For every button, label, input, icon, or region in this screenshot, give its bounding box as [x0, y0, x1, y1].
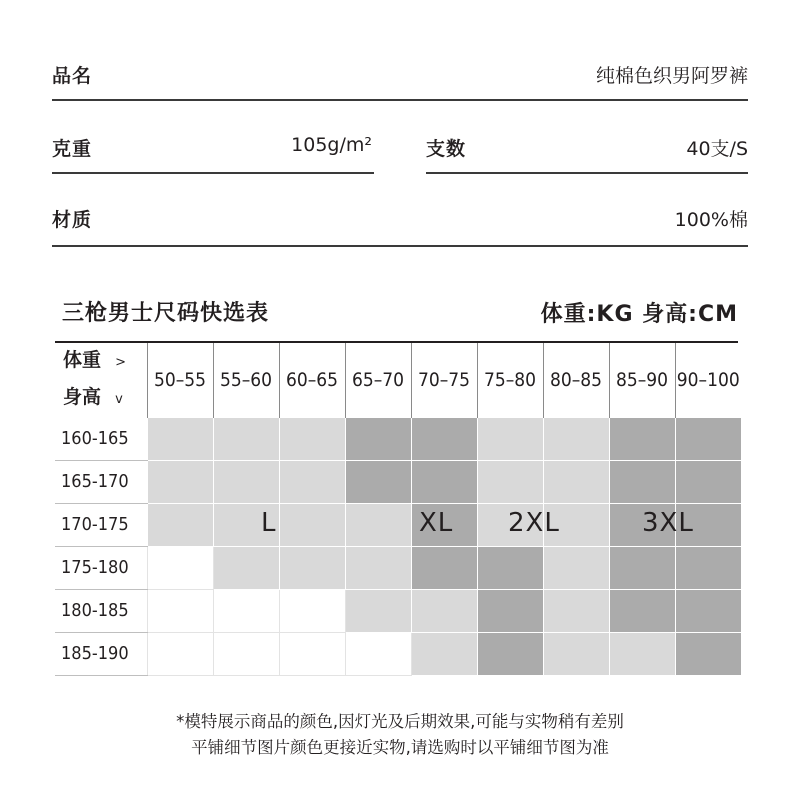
weight-range: 90–100 [675, 343, 741, 417]
corner-weight-label: 体重 [63, 349, 102, 371]
size-cell [345, 546, 411, 589]
table-row [55, 460, 741, 503]
size-cell [543, 417, 609, 460]
size-cell [213, 589, 279, 632]
size-cell [675, 417, 741, 460]
height-range: 170-175 [55, 503, 147, 546]
size-cell [279, 417, 345, 460]
size-cell [279, 632, 345, 675]
height-range: 180-185 [55, 589, 147, 632]
table-row [55, 546, 741, 589]
table-row [55, 417, 741, 460]
size-label-3xl: 3XL [642, 508, 694, 538]
size-label-xl: XL [419, 508, 454, 538]
product-name-value: 纯棉色织男阿罗裤 [595, 65, 748, 87]
size-cell [279, 503, 345, 546]
weight-range: 85–90 [609, 343, 675, 417]
size-cell [543, 460, 609, 503]
fabric-weight-value: 105g/m² [291, 134, 372, 156]
size-cell [477, 632, 543, 675]
size-cell [279, 460, 345, 503]
size-cell [609, 589, 675, 632]
fabric-weight-label: 克重 [52, 138, 93, 160]
height-range: 165-170 [55, 460, 147, 503]
height-range: 185-190 [55, 632, 147, 675]
weight-range: 55–60 [213, 343, 279, 417]
size-cell [345, 589, 411, 632]
size-cell [147, 460, 213, 503]
yarn-count-label: 支数 [426, 138, 467, 160]
size-cell [345, 460, 411, 503]
weight-range: 80–85 [543, 343, 609, 417]
size-cell [213, 460, 279, 503]
size-chart-table [55, 343, 742, 676]
size-cell [477, 417, 543, 460]
height-range: 175-180 [55, 546, 147, 589]
size-cell [543, 589, 609, 632]
size-cell [345, 417, 411, 460]
size-cell [279, 589, 345, 632]
size-cell [147, 417, 213, 460]
corner-height-label: 身高 [63, 386, 102, 408]
size-label-2xl: 2XL [508, 508, 560, 538]
size-cell [675, 546, 741, 589]
weight-range: 70–75 [411, 343, 477, 417]
weight-range: 65–70 [345, 343, 411, 417]
weight-header-row [55, 343, 741, 417]
table-row [55, 503, 741, 546]
down-arrow-icon: v [115, 392, 123, 407]
size-cell [411, 632, 477, 675]
size-cell [675, 589, 741, 632]
material-value: 100%棉 [674, 209, 748, 231]
size-cell [411, 546, 477, 589]
table-row [55, 632, 741, 675]
size-cell [609, 546, 675, 589]
size-cell [543, 546, 609, 589]
weight-range: 50–55 [147, 343, 213, 417]
divider [52, 172, 374, 174]
product-name-label: 品名 [52, 65, 93, 87]
size-cell [675, 460, 741, 503]
height-range: 160-165 [55, 417, 147, 460]
size-cell [609, 417, 675, 460]
weight-range: 60–65 [279, 343, 345, 417]
size-cell [477, 589, 543, 632]
size-cell [147, 632, 213, 675]
corner-cell [55, 343, 147, 417]
size-cell [213, 632, 279, 675]
size-cell [147, 546, 213, 589]
size-cell [609, 632, 675, 675]
size-cell [345, 632, 411, 675]
size-cell [213, 417, 279, 460]
disclaimer-line-1: *模特展示商品的颜色,因灯光及后期效果,可能与实物稍有差别 [176, 712, 624, 731]
yarn-count-value: 40支/S [686, 138, 748, 160]
size-cell [213, 546, 279, 589]
size-chart-title: 三枪男士尺码快选表 [62, 301, 270, 326]
table-row [55, 589, 741, 632]
size-chart-units: 体重:KG 身高:CM [540, 302, 738, 327]
divider [52, 245, 748, 247]
size-cell [411, 460, 477, 503]
size-cell [411, 417, 477, 460]
disclaimer-line-2: 平铺细节图片颜色更接近实物,请选购时以平铺细节图为准 [191, 738, 609, 757]
size-cell [477, 460, 543, 503]
size-cell [279, 546, 345, 589]
size-cell [147, 589, 213, 632]
size-cell [345, 503, 411, 546]
size-cell [477, 546, 543, 589]
size-cell [609, 460, 675, 503]
divider [426, 172, 748, 174]
material-label: 材质 [52, 209, 93, 231]
size-cell [543, 632, 609, 675]
size-cell [147, 503, 213, 546]
size-label-l: L [261, 508, 277, 538]
weight-range: 75–80 [477, 343, 543, 417]
size-cell [411, 589, 477, 632]
divider [52, 99, 748, 101]
right-arrow-icon: > [115, 355, 126, 370]
size-cell [675, 632, 741, 675]
